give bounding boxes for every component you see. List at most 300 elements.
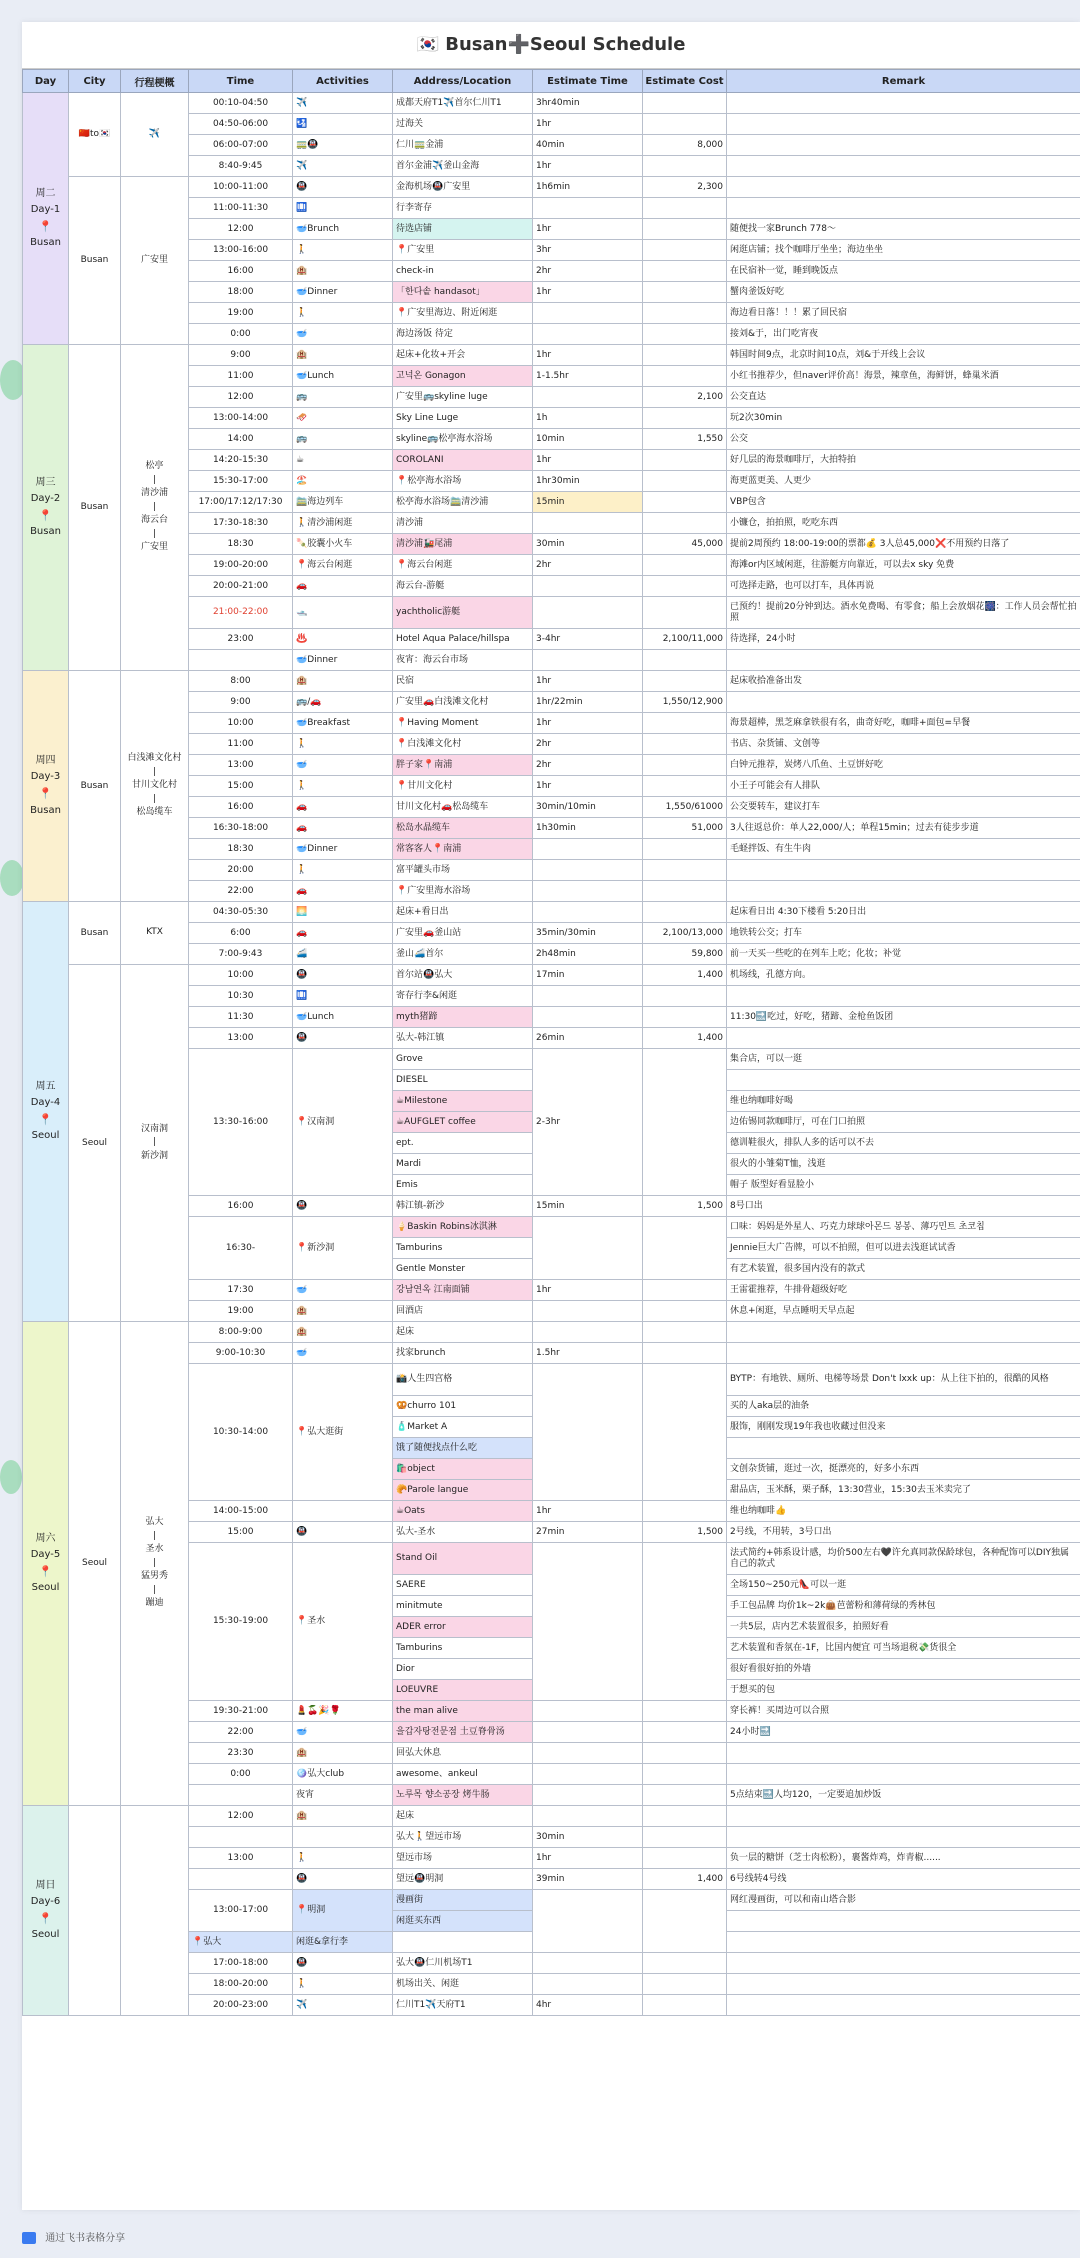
activity-cell: 📍明洞 — [293, 1890, 393, 1932]
estimate-cost-cell — [643, 860, 727, 881]
estimate-time-cell: 1hr — [533, 1501, 643, 1522]
estimate-time-cell — [533, 1974, 643, 1995]
day-label — [23, 93, 69, 345]
activity-cell: 🏨 — [293, 345, 393, 366]
summary-line: 松岛缆车 — [136, 807, 173, 818]
time-cell: 18:30 — [189, 534, 293, 555]
activity-cell: 🏨 — [293, 261, 393, 282]
address-cell: 甘川文化村🚗松岛缆车 — [393, 797, 533, 818]
activity-cell: 🚶 — [293, 734, 393, 755]
activity-cell: 🚇 — [293, 1522, 393, 1543]
summary-cell — [121, 93, 189, 177]
estimate-cost-cell: 1,550/61000 — [643, 797, 727, 818]
remark-cell — [727, 135, 1080, 156]
estimate-time-cell: 2h48min — [533, 944, 643, 965]
column-header[interactable]: 行程梗概 — [121, 70, 189, 93]
day-label-line: Seoul — [31, 1929, 60, 1941]
address-cell: 仁川T1✈️天府T1 — [393, 1995, 533, 2016]
remark-cell — [727, 1827, 1080, 1848]
column-header[interactable]: Address/Location — [393, 70, 533, 93]
estimate-time-cell: 35min/30min — [533, 923, 643, 944]
estimate-time-cell: 2-3hr — [533, 1049, 643, 1196]
summary-line: 猛男秀 — [140, 1571, 168, 1582]
estimate-cost-cell: 8,000 — [643, 135, 727, 156]
activity-cell: 🥣 — [293, 1280, 393, 1301]
activity-cell: 🚇 — [293, 1028, 393, 1049]
remark-cell: 3人往返总价：单人22,000/人；单程15min；过去有徒步步道 — [727, 818, 1080, 839]
address-cell: 广安里🚗釜山站 — [393, 923, 533, 944]
activity-cell: 📍弘大 — [189, 1932, 293, 1953]
address-cell: ADER error — [393, 1617, 533, 1638]
activity-cell: 🚇 — [293, 1953, 393, 1974]
address-cell: Tamburins — [393, 1238, 533, 1259]
estimate-time-cell: 1hr — [533, 450, 643, 471]
location-pin-icon: 📍 — [38, 1564, 53, 1578]
estimate-time-cell: 1hr — [533, 345, 643, 366]
summary-cell — [121, 902, 189, 965]
estimate-time-cell: 10min — [533, 429, 643, 450]
activity-cell: 夜宵 — [293, 1785, 393, 1806]
column-header[interactable]: Time — [189, 70, 293, 93]
address-cell: 고넉온 Gonagon — [393, 366, 533, 387]
estimate-time-cell: 3hr40min — [533, 93, 643, 114]
estimate-cost-cell — [643, 839, 727, 860]
time-cell: 10:30 — [189, 986, 293, 1007]
summary-cell — [121, 345, 189, 671]
remark-cell: 买的人aka层的油条 — [727, 1396, 1080, 1417]
time-cell: 23:30 — [189, 1743, 293, 1764]
remark-cell: 随便找一家Brunch 778～ — [727, 219, 1080, 240]
time-cell — [189, 1785, 293, 1806]
estimate-cost-cell: 1,400 — [643, 1028, 727, 1049]
address-cell: 🥐Parole langue — [393, 1480, 533, 1501]
day-label-line: Day-6 — [30, 1895, 61, 1907]
address-cell: SAERE — [393, 1575, 533, 1596]
remark-cell: VBP包含 — [727, 492, 1080, 513]
day-label-line: 周四 — [35, 755, 56, 767]
time-cell: 19:00 — [189, 1301, 293, 1322]
time-cell: 20:00 — [189, 860, 293, 881]
remark-cell: 起床收拾准备出发 — [727, 671, 1080, 692]
estimate-time-cell: 2hr — [533, 734, 643, 755]
activity-cell: ☕ — [293, 450, 393, 471]
estimate-cost-cell — [643, 1848, 727, 1869]
remark-cell: 白钟元推荐，炭烤八爪鱼、土豆饼好吃 — [727, 755, 1080, 776]
address-cell: Stand Oil — [393, 1543, 533, 1575]
address-cell: 海云台-游艇 — [393, 576, 533, 597]
summary-cell — [121, 177, 189, 345]
remark-cell: 11:30🔜吃过，好吃，猪蹄、金枪鱼饭团 — [727, 1007, 1080, 1028]
estimate-time-cell — [533, 986, 643, 1007]
remark-cell — [727, 650, 1080, 671]
address-cell: 📍广安里 — [393, 240, 533, 261]
estimate-cost-cell: 51,000 — [643, 818, 727, 839]
summary-line: | — [152, 766, 157, 777]
summary-line: 蹦迪 — [145, 1598, 164, 1609]
activity-cell: 🌅 — [293, 902, 393, 923]
remark-cell: 地铁转公交；打车 — [727, 923, 1080, 944]
summary-line: | — [152, 501, 157, 512]
city-cell: Busan — [69, 671, 121, 902]
remark-cell: 机场线，孔德方向。 — [727, 965, 1080, 986]
remark-cell: 很火的小雏菊T恤，浅逛 — [727, 1154, 1080, 1175]
summary-line: | — [152, 528, 157, 539]
address-cell: 回酒店 — [393, 1301, 533, 1322]
summary-line: | — [152, 793, 157, 804]
remark-cell: 24小时🔜 — [727, 1722, 1080, 1743]
table-row — [23, 902, 1080, 923]
activity-cell: 🍡胶囊小火车 — [293, 534, 393, 555]
estimate-cost-cell: 59,800 — [643, 944, 727, 965]
estimate-cost-cell — [643, 492, 727, 513]
address-cell: 清沙浦 — [393, 513, 533, 534]
remark-cell: 维也纳咖啡👍 — [727, 1501, 1080, 1522]
remark-cell: 甜品店，玉米酥，栗子酥，13:30营业，15:30去玉米卖完了 — [727, 1480, 1080, 1501]
estimate-time-cell — [533, 198, 643, 219]
activity-cell: 📍海云台闲逛 — [293, 555, 393, 576]
activity-cell: 🚶 — [293, 303, 393, 324]
day-label-line: Day-5 — [30, 1548, 61, 1560]
estimate-time-cell — [533, 1301, 643, 1322]
address-cell: 望远🚇明洞 — [393, 1869, 533, 1890]
activity-cell — [293, 1501, 393, 1522]
day-label — [23, 345, 69, 671]
estimate-time-cell: 1hr — [533, 776, 643, 797]
address-cell: 釜山🚄首尔 — [393, 944, 533, 965]
address-cell: 弘大🚇仁川机场T1 — [393, 1953, 533, 1974]
remark-cell — [727, 1343, 1080, 1364]
address-cell: Mardi — [393, 1154, 533, 1175]
address-cell: 🍦Baskin Robins冰淇淋 — [393, 1217, 533, 1238]
activity-cell: 🥣Dinner — [293, 650, 393, 671]
estimate-time-cell: 40min — [533, 135, 643, 156]
estimate-time-cell — [533, 1007, 643, 1028]
location-pin-icon: 📍 — [38, 508, 53, 522]
activity-cell: 🚌 — [293, 387, 393, 408]
remark-cell — [727, 1438, 1080, 1459]
remark-cell: 6号线转4号线 — [727, 1869, 1080, 1890]
time-cell: 15:00 — [189, 776, 293, 797]
estimate-cost-cell — [643, 324, 727, 345]
estimate-cost-cell — [643, 776, 727, 797]
summary-line: 广安里 — [140, 254, 168, 265]
estimate-cost-cell — [643, 156, 727, 177]
remark-cell: 王雷霍推荐，牛排骨超级好吃 — [727, 1280, 1080, 1301]
time-cell: 14:00 — [189, 429, 293, 450]
remark-cell: 在民宿补一觉，睡到晚饭点 — [727, 261, 1080, 282]
day-label — [23, 902, 69, 1322]
schedule-table — [22, 69, 1080, 2016]
activity-cell: 🛷 — [293, 408, 393, 429]
estimate-time-cell: 1hr — [533, 114, 643, 135]
estimate-time-cell: 1hr — [533, 156, 643, 177]
remark-cell — [727, 1764, 1080, 1785]
remark-cell — [727, 1070, 1080, 1091]
column-header[interactable]: Activities — [293, 70, 393, 93]
address-cell: 弘大-圣水 — [393, 1522, 533, 1543]
day-label — [23, 1806, 69, 2016]
address-cell: 行李寄存 — [393, 198, 533, 219]
location-pin-icon: 📍 — [38, 219, 53, 233]
remark-cell: 小红书推荐少，但naver评价高！海景，辣章鱼，海鲜饼，蜂巢米酒 — [727, 366, 1080, 387]
address-cell: ☕Oats — [393, 1501, 533, 1522]
address-cell: 📍甘川文化村 — [393, 776, 533, 797]
activity-cell: 🚶 — [293, 1974, 393, 1995]
time-cell: 0:00 — [189, 1764, 293, 1785]
remark-cell: 很好看很好拍的外墙 — [727, 1659, 1080, 1680]
remark-cell: 提前2周预约 18:00-19:00的票都💰 3人总45,000❌不用预约日落了 — [727, 534, 1080, 555]
estimate-cost-cell — [643, 1701, 727, 1722]
activity-cell: ✈️ — [293, 156, 393, 177]
estimate-time-cell: 3hr — [533, 240, 643, 261]
summary-line: 汉南洞 — [140, 1123, 168, 1134]
address-cell: minitmute — [393, 1596, 533, 1617]
time-cell: 11:00-11:30 — [189, 198, 293, 219]
remark-cell: 可选择走路，也可以打车，具体再说 — [727, 576, 1080, 597]
day-label-line: 周二 — [35, 187, 56, 199]
remark-cell: 蟹肉釜饭好吃 — [727, 282, 1080, 303]
remark-cell: 公交直达 — [727, 387, 1080, 408]
activity-cell: ♨️ — [293, 629, 393, 650]
remark-cell: 集合店，可以一逛 — [727, 1049, 1080, 1070]
remark-cell: 艺术装置和香氛在-1F，比国内便宜 可当场退税💸货很全 — [727, 1638, 1080, 1659]
activity-cell: 🚶 — [293, 776, 393, 797]
activity-cell: 🏨 — [293, 1743, 393, 1764]
address-cell: Dior — [393, 1659, 533, 1680]
address-cell: 📍松亭海水浴场 — [393, 471, 533, 492]
remark-cell: 一共5层，店内艺术装置很多，拍照好看 — [727, 1617, 1080, 1638]
address-cell: Hotel Aqua Palace/hillspa — [393, 629, 533, 650]
time-cell: 12:00 — [189, 387, 293, 408]
activity-cell: 🥣 — [293, 324, 393, 345]
time-cell: 12:00 — [189, 1806, 293, 1827]
activity-cell: 📍弘大逛街 — [293, 1364, 393, 1501]
estimate-cost-cell — [643, 345, 727, 366]
estimate-cost-cell — [643, 513, 727, 534]
remark-cell: 8号口出 — [727, 1196, 1080, 1217]
remark-cell: 德训鞋很火，排队人多的话可以不去 — [727, 1133, 1080, 1154]
estimate-cost-cell — [643, 261, 727, 282]
estimate-time-cell: 1h30min — [533, 818, 643, 839]
table-row — [23, 177, 1080, 198]
day-label-line: Busan — [30, 237, 61, 249]
time-cell: 00:10-04:50 — [189, 93, 293, 114]
estimate-cost-cell — [643, 1543, 727, 1701]
address-cell: ☕Milestone — [393, 1091, 533, 1112]
time-cell: 16:00 — [189, 261, 293, 282]
schedule-body — [23, 93, 1080, 2016]
time-cell: 22:00 — [189, 881, 293, 902]
estimate-time-cell: 30min/10min — [533, 797, 643, 818]
remark-cell: 好几层的海景咖啡厅，大拍特拍 — [727, 450, 1080, 471]
estimate-cost-cell — [643, 597, 727, 629]
address-cell: 寄存行李&闲逛 — [393, 986, 533, 1007]
column-header[interactable]: Estimate Cost — [643, 70, 727, 93]
address-cell: 弘大🚶望远市场 — [393, 1827, 533, 1848]
estimate-time-cell — [533, 1322, 643, 1343]
address-cell: 广安里🚗白浅滩文化村 — [393, 692, 533, 713]
summary-cell — [121, 965, 189, 1322]
address-cell: 广安里🚌skyline luge — [393, 387, 533, 408]
activity-cell: 🥣 — [293, 755, 393, 776]
address-cell: ☕AUFGLET coffee — [393, 1112, 533, 1133]
activity-cell: 🪩弘大club — [293, 1764, 393, 1785]
spreadsheet — [22, 22, 1080, 2210]
estimate-time-cell — [533, 513, 643, 534]
estimate-cost-cell — [643, 471, 727, 492]
estimate-time-cell — [533, 303, 643, 324]
summary-line: | — [152, 474, 157, 485]
address-cell: 民宿 — [393, 671, 533, 692]
activity-cell: 🏨 — [293, 1322, 393, 1343]
remark-cell — [727, 986, 1080, 1007]
time-cell: 10:00 — [189, 713, 293, 734]
address-cell: 待选店铺 — [393, 219, 533, 240]
column-header[interactable]: Remark — [727, 70, 1080, 93]
estimate-cost-cell — [643, 1322, 727, 1343]
remark-cell — [727, 1743, 1080, 1764]
address-cell: Sky Line Luge — [393, 408, 533, 429]
activity-cell: 🥣 — [293, 1722, 393, 1743]
address-cell: DIESEL — [393, 1070, 533, 1091]
activity-cell: 📍汉南洞 — [293, 1049, 393, 1196]
time-cell: 10:00 — [189, 965, 293, 986]
activity-cell: ✈️ — [293, 93, 393, 114]
address-cell: 📍Having Moment — [393, 713, 533, 734]
estimate-time-cell — [533, 1701, 643, 1722]
address-cell: 「한다솥 handasot」 — [393, 282, 533, 303]
estimate-cost-cell — [643, 1049, 727, 1196]
estimate-cost-cell — [643, 1785, 727, 1806]
remark-cell: 接刘&于，出门吃宵夜 — [727, 324, 1080, 345]
time-cell: 8:00-9:00 — [189, 1322, 293, 1343]
remark-cell: 起床看日出 4:30下楼看 5:20日出 — [727, 902, 1080, 923]
estimate-cost-cell: 1,500 — [643, 1522, 727, 1543]
estimate-cost-cell — [643, 1722, 727, 1743]
remark-cell: 玩2次30min — [727, 408, 1080, 429]
activity-cell: 📍圣水 — [293, 1543, 393, 1701]
time-cell: 13:30-16:00 — [189, 1049, 293, 1196]
estimate-cost-cell — [643, 1764, 727, 1785]
estimate-time-cell — [533, 902, 643, 923]
estimate-time-cell — [533, 1364, 643, 1501]
remark-cell: 穿长裤！买周边可以合照 — [727, 1701, 1080, 1722]
time-cell: 19:00-20:00 — [189, 555, 293, 576]
column-header[interactable]: Estimate Time — [533, 70, 643, 93]
address-cell: LOEUVRE — [393, 1680, 533, 1701]
estimate-time-cell: 2hr — [533, 555, 643, 576]
estimate-time-cell: 1hr — [533, 219, 643, 240]
estimate-cost-cell — [643, 713, 727, 734]
remark-cell: BYTP：有地铁、厕所、电梯等场景 Don't lxxk up：从上往下拍的，很酷的风格 — [727, 1364, 1080, 1396]
address-cell: myth猪蹄 — [393, 1007, 533, 1028]
remark-cell — [727, 692, 1080, 713]
time-cell: 13:00 — [189, 1028, 293, 1049]
estimate-cost-cell: 1,550 — [643, 429, 727, 450]
estimate-cost-cell — [643, 1301, 727, 1322]
estimate-time-cell: 30min — [533, 1827, 643, 1848]
time-cell: 9:00-10:30 — [189, 1343, 293, 1364]
remark-cell: 法式简约+韩系设计感，均价500左右🖤许允真同款保龄球包，各种配饰可以DIY独属自己的款式 — [727, 1543, 1080, 1575]
location-pin-icon: 📍 — [38, 1911, 53, 1925]
remark-cell: 于想买的包 — [727, 1680, 1080, 1701]
address-cell: 闲逛买东西 — [393, 1911, 533, 1932]
estimate-cost-cell — [643, 450, 727, 471]
estimate-time-cell: 4hr — [533, 1995, 643, 2016]
remark-cell — [727, 1953, 1080, 1974]
remark-cell: 文创杂货铺，逛过一次，挺漂亮的，好多小东西 — [727, 1459, 1080, 1480]
time-cell — [189, 650, 293, 671]
activity-cell: 🚌/🚗 — [293, 692, 393, 713]
summary-line: 白浅滩文化村 — [127, 753, 182, 764]
address-cell: 成都天府T1✈️首尔仁川T1 — [393, 93, 533, 114]
remark-cell: 前一天买一些吃的在列车上吃；化妆；补觉 — [727, 944, 1080, 965]
column-header[interactable]: City — [69, 70, 121, 93]
estimate-cost-cell — [643, 734, 727, 755]
remark-cell: 海滩or内区域闲逛，往游艇方向靠近，可以去x sky 免费 — [727, 555, 1080, 576]
activity-cell: 🚄 — [293, 944, 393, 965]
time-cell: 7:00-9:43 — [189, 944, 293, 965]
time-cell: 15:30-19:00 — [189, 1543, 293, 1701]
activity-cell: 🚶 — [293, 240, 393, 261]
address-cell: 起床 — [393, 1806, 533, 1827]
estimate-time-cell: 1.5hr — [533, 1343, 643, 1364]
summary-line: 海云台 — [140, 515, 168, 526]
address-cell: 을갑자탕전문점 土豆脊骨汤 — [393, 1722, 533, 1743]
table-row — [23, 345, 1080, 366]
address-cell: 闲逛&拿行李 — [293, 1932, 393, 1953]
address-cell: 📍海云台闲逛 — [393, 555, 533, 576]
address-cell: 노루목 향소공장 烤牛肠 — [393, 1785, 533, 1806]
summary-line: 新沙洞 — [140, 1150, 168, 1161]
estimate-time-cell — [533, 1543, 643, 1701]
estimate-time-cell: 1hr — [533, 713, 643, 734]
summary-cell — [121, 1806, 189, 2016]
activity-cell: 🥣 — [293, 1343, 393, 1364]
estimate-cost-cell — [643, 1217, 727, 1280]
estimate-time-cell: 26min — [533, 1028, 643, 1049]
address-cell: 🧴Market A — [393, 1417, 533, 1438]
address-cell: 仁川🚃金浦 — [393, 135, 533, 156]
remark-cell: 闲逛店铺；找个咖啡厅坐坐；海边坐坐 — [727, 240, 1080, 261]
remark-cell: 毛蛏拌饭、有生牛肉 — [727, 839, 1080, 860]
activity-cell: 🏨 — [293, 1301, 393, 1322]
address-cell: 海边汤饭 待定 — [393, 324, 533, 345]
activity-cell: 🥣Dinner — [293, 839, 393, 860]
estimate-cost-cell — [643, 219, 727, 240]
remark-cell — [727, 881, 1080, 902]
remark-cell: 海景超棒，黑芝麻拿铁很有名，曲奇好吃，咖啡+面包=早餐 — [727, 713, 1080, 734]
time-cell: 21:00-22:00 — [189, 597, 293, 629]
address-cell: skyline🚌松亭海水浴场 — [393, 429, 533, 450]
table-row — [23, 1806, 1080, 1827]
activity-cell: 🚗 — [293, 797, 393, 818]
address-cell: 🛍️object — [393, 1459, 533, 1480]
estimate-time-cell: 1hr — [533, 671, 643, 692]
activity-cell: 🚃🚇 — [293, 135, 393, 156]
column-header[interactable]: Day — [23, 70, 69, 93]
activity-cell: 🏨 — [293, 671, 393, 692]
activity-cell: 📍新沙洞 — [293, 1217, 393, 1280]
remark-cell: 海边看日落！！！累了回民宿 — [727, 303, 1080, 324]
day-label-line: Seoul — [31, 1582, 60, 1594]
address-cell: 夜宵：海云台市场 — [393, 650, 533, 671]
remark-cell: 2号线，不用转，3号口出 — [727, 1522, 1080, 1543]
time-cell: 9:00 — [189, 345, 293, 366]
city-cell: Busan — [69, 345, 121, 671]
time-cell: 13:00 — [189, 1848, 293, 1869]
address-cell: Emis — [393, 1175, 533, 1196]
